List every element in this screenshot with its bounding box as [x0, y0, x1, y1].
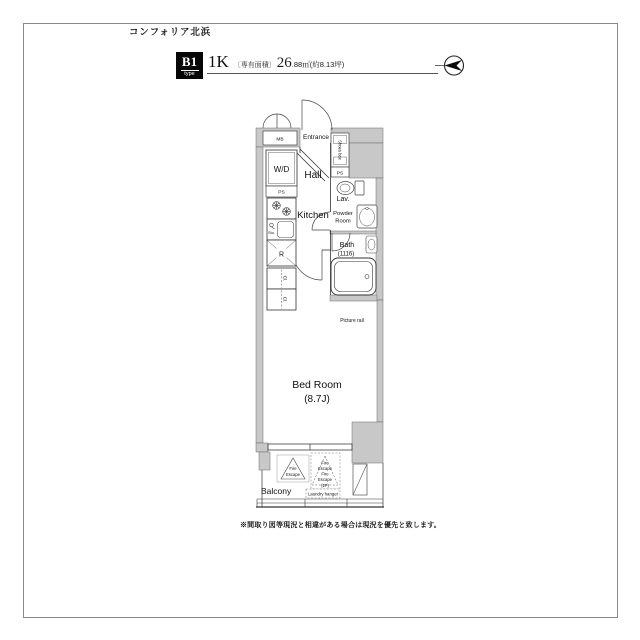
lav-label: Lav.: [336, 196, 350, 203]
meter-box: [263, 131, 297, 145]
balcony-window: [268, 444, 352, 451]
closet-lower-label: Cl.: [281, 296, 287, 303]
powder-label-2: Room: [335, 218, 351, 225]
shoes-box: [331, 133, 349, 167]
mb-label: MB: [276, 137, 284, 143]
layout-type: 1K: [208, 52, 229, 71]
unit-specs: [208, 52, 344, 72]
type-badge: [176, 52, 203, 79]
fire-escape-2f-marker: [311, 453, 340, 489]
fire-escape-2f-line-1: Fire: [321, 460, 329, 466]
laundry-hanger-label: Laundry hanger: [307, 491, 339, 497]
fridge-space: [267, 240, 296, 266]
bathtub-icon: [331, 258, 376, 295]
toilet-icon: [337, 181, 364, 195]
type-badge-code: B1: [181, 54, 198, 69]
washbasin-icon: [357, 205, 377, 228]
pipe-space-upper: [331, 167, 349, 177]
area-label: 〔専有面積〕: [233, 62, 276, 69]
disclaimer-footnote: ※間取り図等現況と相違がある場合は現況を優先と致します。: [239, 522, 441, 529]
closet-upper: [267, 268, 296, 289]
fire-escape-marker: [277, 455, 309, 482]
pipe-space-lower: [266, 186, 297, 197]
fire-escape-line-1: Fire: [289, 466, 297, 471]
kitchen-label: Kitchen: [297, 210, 329, 221]
powder-label-1: Powder: [333, 211, 353, 217]
balcony-label: Balcony: [261, 486, 292, 496]
fire-escape-2f-line-5: (2F): [321, 483, 329, 488]
bath-vanity-icon: [366, 236, 377, 253]
shoes-box-label: Shoes box: [337, 140, 343, 160]
fire-escape-line-2: Escape: [286, 472, 300, 477]
picture-rail-label: Picture rail: [340, 318, 364, 324]
sto-label: Sto.: [268, 231, 275, 235]
entrance-label: Entrance: [302, 134, 330, 141]
north-arrow-icon: [435, 52, 469, 80]
header-rule: [207, 73, 438, 74]
sink-icon: [267, 219, 296, 240]
floor-plan: [250, 95, 390, 515]
wd-label: W/D: [273, 165, 290, 174]
stove-icon: [267, 198, 296, 219]
bedroom-label: Bed Room: [292, 379, 342, 391]
ps-lower-label: PS: [278, 190, 285, 196]
bedroom-size-label: (8.7J): [304, 394, 330, 405]
balcony-divider-panel: [353, 464, 367, 495]
property-title: コンフォリア北浜: [129, 27, 211, 38]
washer-dryer: [266, 150, 297, 186]
area-value: 26: [276, 55, 292, 71]
type-badge-word: type: [184, 71, 195, 77]
laundry-hanger-marker: [306, 489, 340, 498]
closet-lower: [267, 289, 296, 310]
area-unit: .88㎡(約8.13坪): [291, 60, 345, 69]
fire-escape-2f-line-2: Escape: [318, 466, 332, 471]
fridge-label: R: [278, 251, 285, 259]
closet-upper-label: Cl.: [281, 275, 287, 282]
bath-size-label: (1116): [337, 251, 355, 258]
fire-escape-2f-line-3: Fire: [321, 471, 329, 477]
bath-label: Bath: [339, 242, 355, 249]
ps-upper-label: PS: [336, 171, 344, 177]
hall-label: Hall: [304, 170, 322, 181]
fire-escape-2f-line-4: Escape: [318, 477, 332, 482]
